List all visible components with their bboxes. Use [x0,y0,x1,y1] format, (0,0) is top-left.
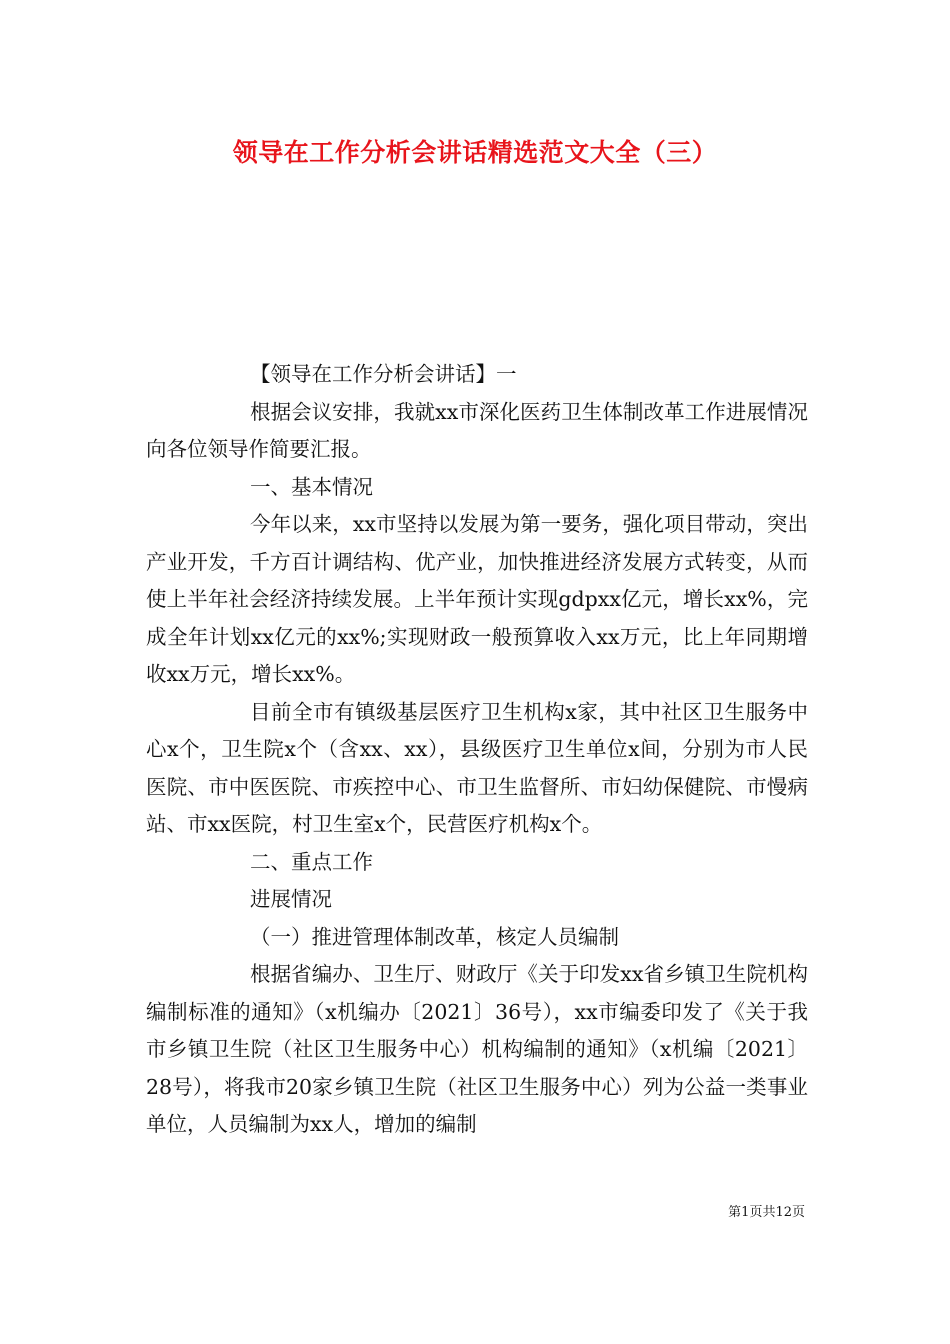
section-heading: 一、基本情况 [250,474,373,499]
document-body [146,356,808,1144]
paragraph: 根据会议安排，我就xx市深化医药卫生体制改革工作进展情况向各位领导作简要汇报。 [146,399,808,461]
paragraph: 根据省编办、卫生厅、财政厅《关于印发xx省乡镇卫生院机构编制标准的通知》（x机编办〔2021〕36号），xx市编委印发了《关于我市乡镇卫生院（社区卫生服务中心）机构编制的通知》（x机编〔2021〕28号），将我市20家乡镇卫生院（社区卫生服务中心）列为公益一类事业单位，人员编制为xx人，增加的编制 [146,962,808,1136]
document-title: 领导在工作分析会讲话精选范文大全（三） [232,138,718,167]
paragraph: 目前全市有镇级基层医疗卫生机构x家，其中社区卫生服务中心x个，卫生院x个（含xx、xx），县级医疗卫生单位x间，分别为市人民医院、市中医医院、市疾控中心、市卫生监督所、市妇幼保健院、市慢病站、市xx医院，村卫生室x个，民营医疗机构x个。 [146,699,808,836]
section-heading: 进展情况 [250,887,332,911]
section-heading: 【领导在工作分析会讲话】一 [250,362,517,386]
subsection-heading: （一）推进管理体制改革，核定人员编制 [250,924,619,949]
page-number: 第1页共12页 [728,1205,805,1220]
section-heading: 二、重点工作 [250,849,373,874]
paragraph: 今年以来，xx市坚持以发展为第一要务，强化项目带动，突出产业开发，千方百计调结构、优产业，加快推进经济发展方式转变，从而使上半年社会经济持续发展。上半年预计实现gdpxx亿元，增长xx%，完成全年计划xx亿元的xx%;实现财政一般预算收入xx万元，比上年同期增收xx万元，增长xx%。 [146,512,808,686]
